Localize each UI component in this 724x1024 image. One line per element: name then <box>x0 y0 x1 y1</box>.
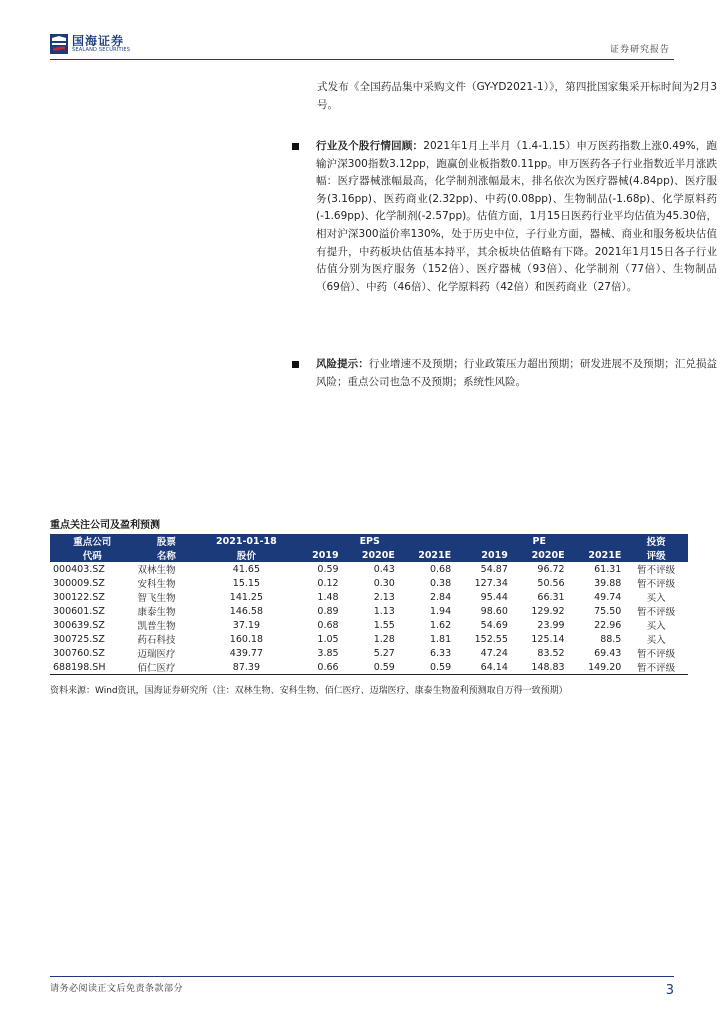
cell-eps-2020e: 5.27 <box>373 647 395 659</box>
cell-pe-2021e: 22.96 <box>594 619 622 631</box>
cell-rating: 暂不评级 <box>637 649 676 660</box>
cell-name: 智飞生物 <box>137 593 176 604</box>
table-row <box>50 590 688 604</box>
cell-eps-2021e: 6.33 <box>429 647 452 659</box>
bullet-text: 2021年1月上半月（1.4-1.15）申万医药指数上涨0.49%，跑输沪深300指数3.12pp，跑赢创业板指数0.11pp。申万医药各子行业指数近半月涨跌幅：医疗器械涨幅最高，化学制剂涨幅最末，排名依次为医疗器械(4.84pp)、医疗服务(3.16pp)、医药商业(2.32pp)、中药(0.08pp)、生物制品(-1.68p)、化学原料药(-1.69pp)、化学制剂(-2.57pp)。估值方面，1月15日医药行业平均估值为45.30倍，相对沪深300溢价率130%，处于历史中位，子行业方面，器械、商业和服务板块估值有提升，中药板块估值基本持平，其余板块估值略有下降。2021年1月15日各子行业估值分别为医疗服务（152倍）、医疗器械（93倍）、化学制剂（77倍）、生物制品（69倍）、中药（46倍）、化学原料药（42倍）和医药商业（27倍）。 <box>316 140 718 293</box>
table-row <box>50 576 688 590</box>
cell-rating: 暂不评级 <box>637 607 676 618</box>
cell-pe-2019: 95.44 <box>480 591 508 603</box>
cell-pe-2021e: 49.74 <box>594 591 622 603</box>
cell-rating: 买入 <box>646 621 666 632</box>
sealand-logo-icon <box>50 34 68 54</box>
cell-code: 300725.SZ <box>53 633 105 645</box>
cell-pe-2020e: 96.72 <box>537 563 565 575</box>
cell-code: 688198.SH <box>50 660 135 675</box>
bullet-market-review <box>292 138 717 296</box>
header-code: 重点公司 <box>50 534 135 548</box>
table-title: 重点关注公司及盈利预测 <box>50 520 160 531</box>
cell-price: 146.58 <box>229 605 264 617</box>
cell-price: 15.15 <box>232 577 260 589</box>
cell-pe-2019: 54.87 <box>480 563 508 575</box>
cell-eps-2019: 0.59 <box>317 563 339 575</box>
cell-pe-2020e: 125.14 <box>531 633 565 645</box>
table-header-row-1 <box>50 534 688 548</box>
page-footer <box>50 976 674 998</box>
cell-pe-2021e: 69.43 <box>594 647 622 659</box>
cell-name: 康泰生物 <box>137 607 176 618</box>
page-header <box>50 30 674 60</box>
cell-pe-2021e: 149.20 <box>568 660 625 675</box>
cell-rating: 暂不评级 <box>624 660 688 675</box>
cell-rating: 暂不评级 <box>637 565 676 576</box>
cell-eps-2020e: 1.55 <box>373 619 395 631</box>
header-pe-2019: 2019 <box>454 548 511 562</box>
cell-code: 300122.SZ <box>53 591 105 603</box>
cell-eps-2020e: 1.13 <box>373 605 395 617</box>
cell-rating: 买入 <box>646 593 666 604</box>
cell-pe-2021e: 88.5 <box>600 633 622 645</box>
cell-pe-2020e: 23.99 <box>537 619 565 631</box>
cell-eps-2021e: 1.81 <box>429 633 452 645</box>
table-row <box>50 660 688 675</box>
table-row <box>50 618 688 632</box>
cell-eps-2021e: 0.59 <box>398 660 454 675</box>
cell-pe-2019: 98.60 <box>480 605 508 617</box>
header-eps-2021e: 2021E <box>398 548 454 562</box>
cell-pe-2021e: 39.88 <box>594 577 622 589</box>
logo-chinese-name: 国海证券 <box>72 34 125 48</box>
header-eps-2019: 2019 <box>295 548 342 562</box>
cell-price: 87.39 <box>198 660 295 675</box>
cell-pe-2019: 54.69 <box>480 619 508 631</box>
header-date: 2021-01-18 <box>198 534 295 548</box>
bullet-title: 行业及个股行情回顾： <box>316 140 424 152</box>
header-rating: 投资 <box>624 534 688 548</box>
earnings-forecast-table <box>50 534 688 675</box>
cell-eps-2019: 0.89 <box>317 605 339 617</box>
cell-code: 000403.SZ <box>53 563 105 575</box>
cell-pe-2020e: 148.83 <box>511 660 568 675</box>
cell-price: 439.77 <box>229 647 264 659</box>
bullet-square-icon <box>292 143 299 150</box>
intro-paragraph: 式发布《全国药品集中采购文件（GY-YD2021-1）》，第四批国家集采开标时间为2月3号。 <box>317 81 717 111</box>
table-header-row-2 <box>50 548 688 562</box>
cell-name: 安科生物 <box>137 579 176 590</box>
cell-eps-2020e: 0.30 <box>373 577 395 589</box>
header-rating-sub: 评级 <box>624 548 688 562</box>
cell-pe-2019: 47.24 <box>480 647 508 659</box>
bullet-title: 风险提示： <box>316 358 369 370</box>
cell-price: 37.19 <box>232 619 260 631</box>
cell-pe-2019: 152.55 <box>474 633 508 645</box>
cell-pe-2020e: 66.31 <box>537 591 565 603</box>
cell-code: 300009.SZ <box>53 577 105 589</box>
report-type-label: 证券研究报告 <box>609 45 670 55</box>
header-price: 股价 <box>198 548 295 562</box>
cell-pe-2020e: 129.92 <box>531 605 565 617</box>
cell-code: 300760.SZ <box>53 647 105 659</box>
header-pe: PE <box>511 534 568 548</box>
disclaimer-note: 请务必阅读正文后免责条款部分 <box>50 984 184 994</box>
cell-eps-2019: 0.68 <box>317 619 339 631</box>
cell-eps-2019: 0.12 <box>317 577 339 589</box>
cell-pe-2020e: 50.56 <box>537 577 565 589</box>
cell-pe-2021e: 75.50 <box>594 605 622 617</box>
cell-eps-2020e: 1.28 <box>373 633 395 645</box>
header-name-sub: 名称 <box>135 548 199 562</box>
cell-eps-2021e: 0.38 <box>429 577 452 589</box>
header-eps-2020e: 2020E <box>342 548 398 562</box>
cell-price: 160.18 <box>229 633 264 645</box>
cell-eps-2021e: 0.68 <box>429 563 452 575</box>
cell-eps-2019: 1.48 <box>317 591 339 603</box>
cell-name: 佰仁医疗 <box>135 660 199 675</box>
cell-code: 300639.SZ <box>53 619 105 631</box>
cell-name: 药石科技 <box>137 635 176 646</box>
cell-pe-2020e: 83.52 <box>537 647 565 659</box>
cell-name: 双林生物 <box>137 565 176 576</box>
cell-eps-2021e: 1.94 <box>429 605 452 617</box>
cell-name: 凯普生物 <box>137 621 176 632</box>
page-number: 3 <box>665 983 674 998</box>
cell-eps-2020e: 2.13 <box>373 591 395 603</box>
company-logo <box>50 32 130 56</box>
cell-pe-2019: 64.14 <box>454 660 511 675</box>
table-row <box>50 604 688 618</box>
header-code-sub: 代码 <box>50 548 135 562</box>
cell-price: 41.65 <box>232 563 260 575</box>
cell-eps-2019: 0.66 <box>295 660 342 675</box>
cell-price: 141.25 <box>229 591 264 603</box>
logo-english-name: SEALAND SECURITIES <box>72 47 131 53</box>
cell-pe-2019: 127.34 <box>474 577 508 589</box>
bullet-square-icon <box>292 361 299 368</box>
bullet-risk-warning <box>292 356 717 391</box>
header-pe-2020e: 2020E <box>511 548 568 562</box>
cell-pe-2021e: 61.31 <box>594 563 622 575</box>
table-row <box>50 562 688 576</box>
bullet-text: 行业增速不及预期；行业政策压力超出预期；研发进展不及预期；汇兑损益风险；重点公司也急不及预期；系统性风险。 <box>316 358 718 388</box>
cell-rating: 买入 <box>646 635 666 646</box>
header-pe-2021e: 2021E <box>568 548 625 562</box>
cell-eps-2021e: 1.62 <box>429 619 452 631</box>
table-source-note: 资料来源：Wind资讯，国海证券研究所（注：双林生物、安科生物、佰仁医疗、迈瑞医疗、康泰生物盈利预测取自万得一致预期） <box>50 686 568 696</box>
table-row <box>50 632 688 646</box>
cell-eps-2020e: 0.59 <box>342 660 398 675</box>
header-name: 股票 <box>135 534 199 548</box>
cell-code: 300601.SZ <box>53 605 105 617</box>
cell-name: 迈瑞医疗 <box>137 649 176 660</box>
cell-eps-2019: 1.05 <box>317 633 339 645</box>
cell-eps-2019: 3.85 <box>317 647 339 659</box>
cell-rating: 暂不评级 <box>637 579 676 590</box>
table-row <box>50 646 688 660</box>
cell-eps-2021e: 2.84 <box>429 591 452 603</box>
header-eps: EPS <box>342 534 398 548</box>
cell-eps-2020e: 0.43 <box>373 563 395 575</box>
